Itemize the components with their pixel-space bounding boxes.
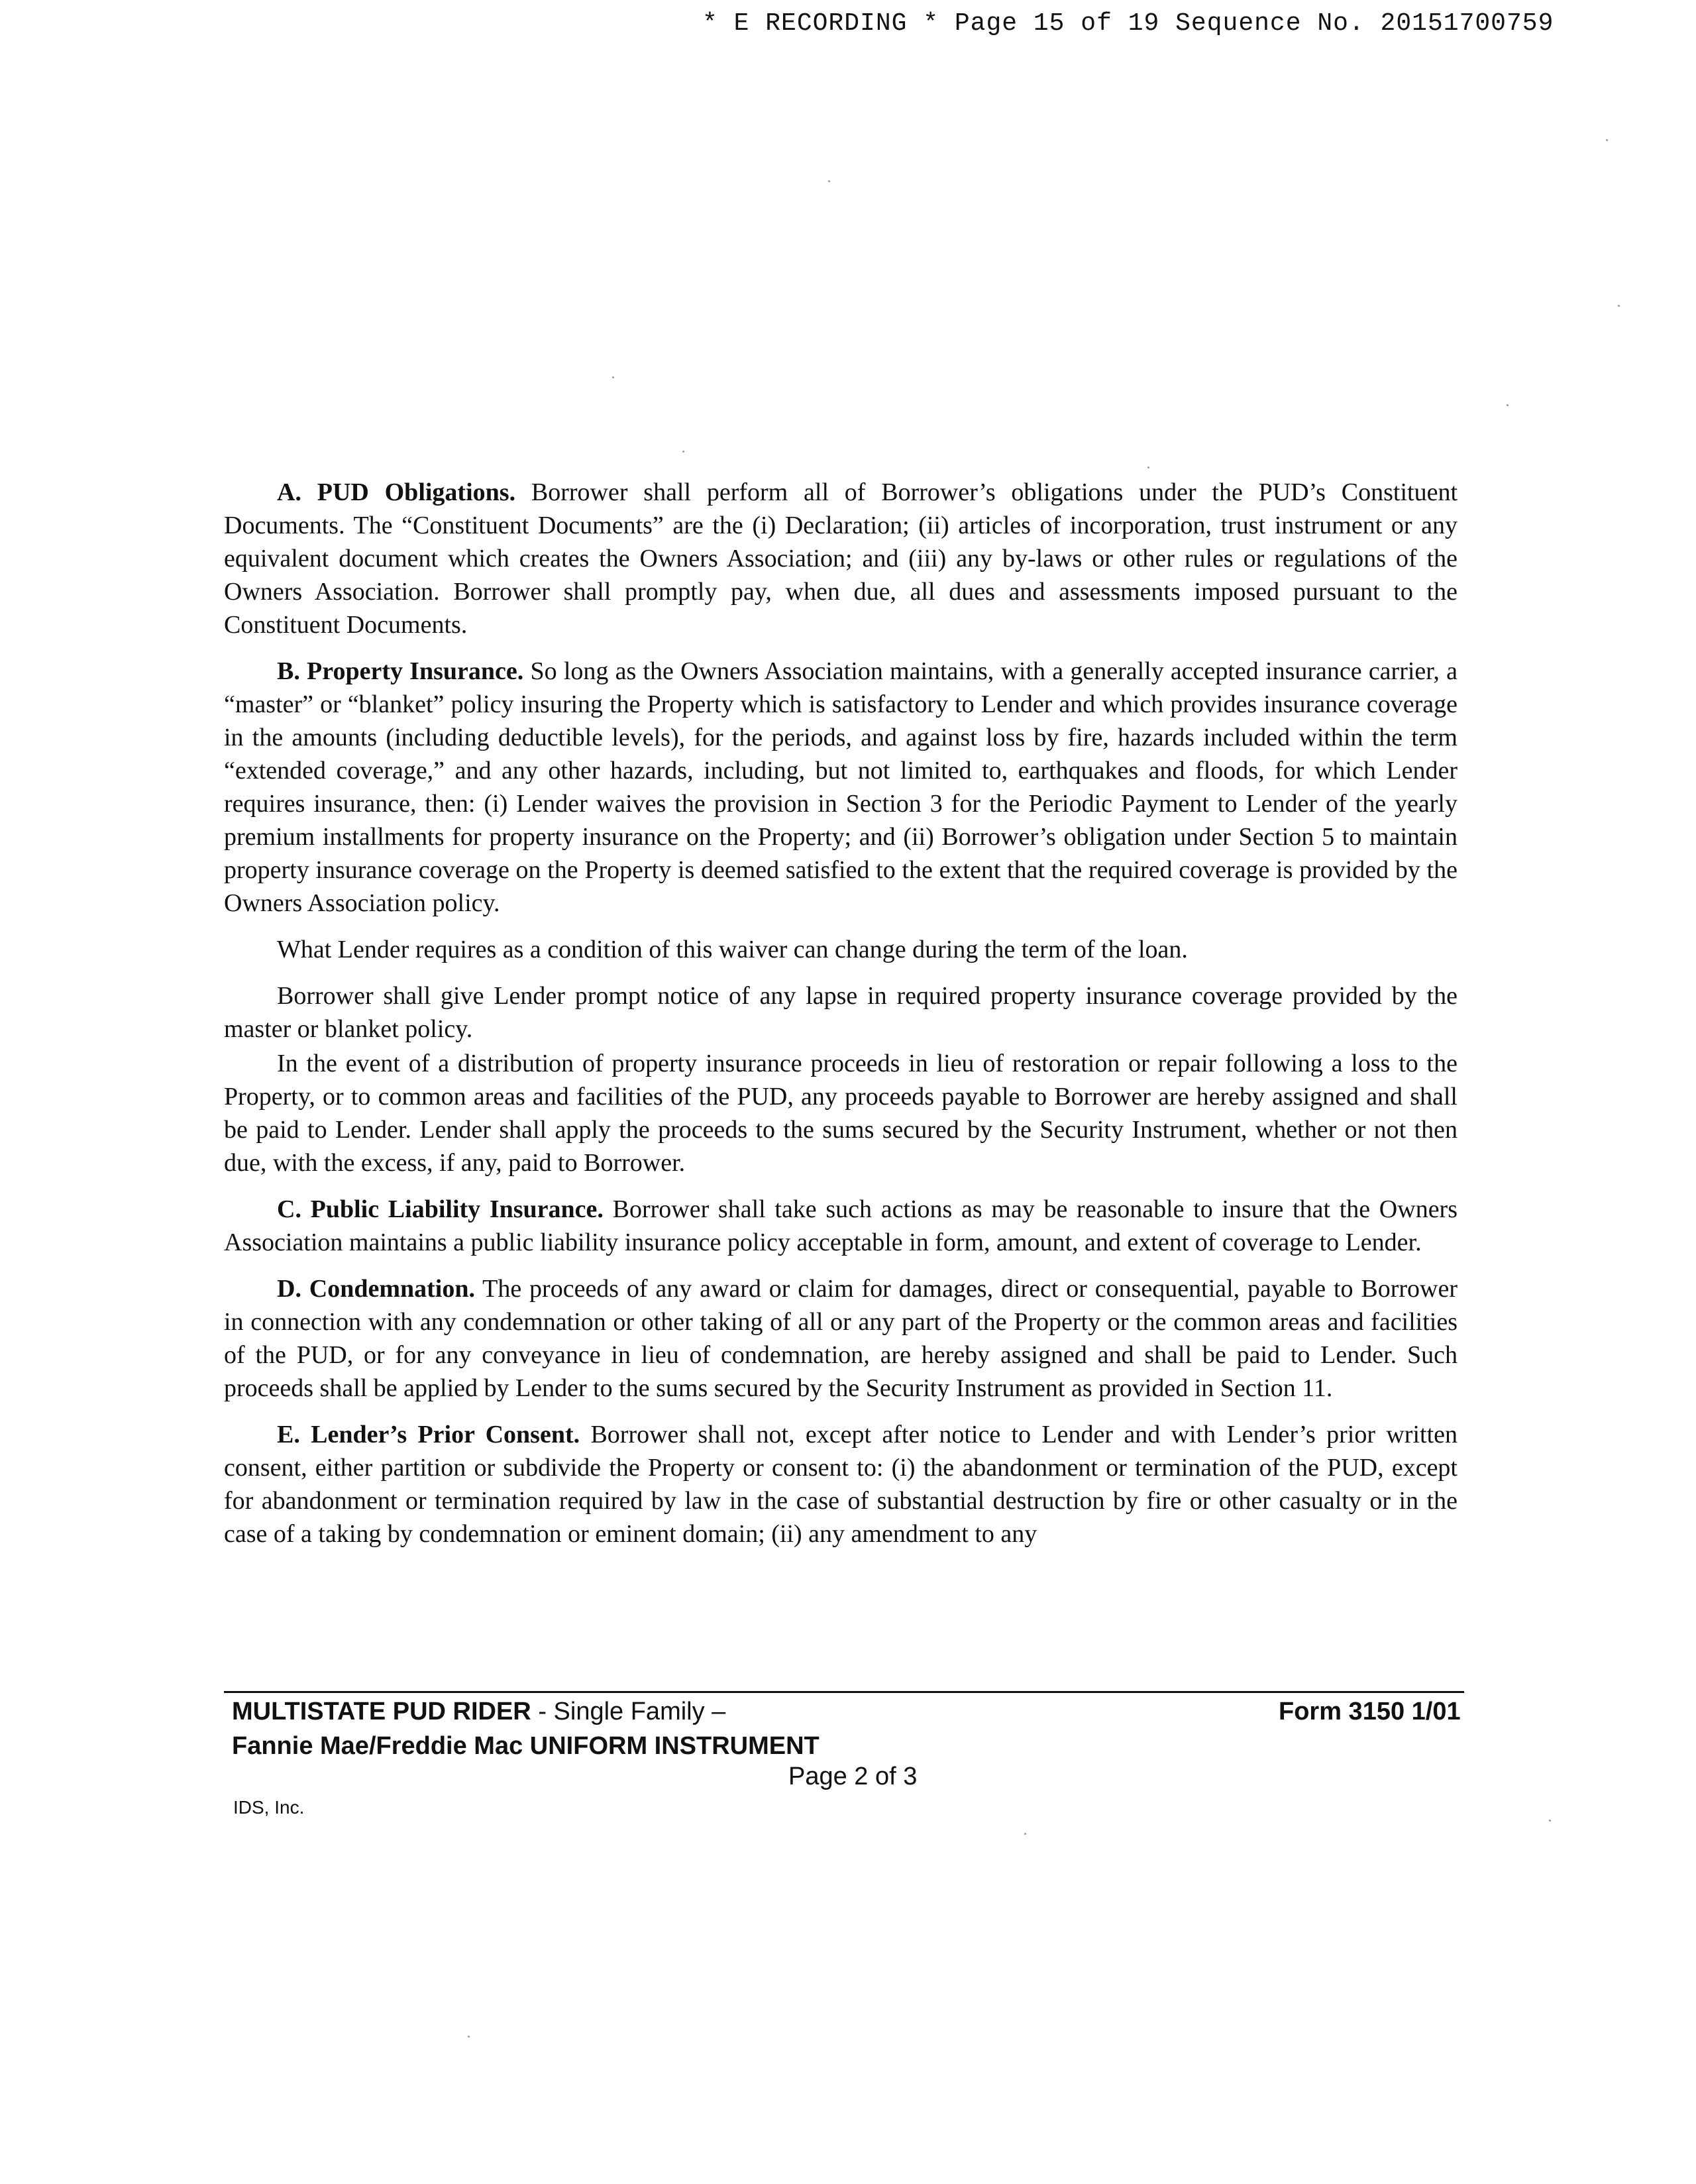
scan-speck [828, 180, 830, 182]
scan-speck [1606, 139, 1608, 141]
scan-speck [1549, 1820, 1551, 1822]
section-a-text: Borrower shall perform all of Borrower’s obligations under the PUD’s Constituent Documents. The “Constituent Documents” are the (i) Declaration; (ii) articles of incorporation, trust instrument or any equivalent document which creates the Owners Association; and (iii) any by-laws or other rules or regulations of the Owners Association. Borrower shall promptly pay, when due, all dues and assessments imposed pursuant to the Constituent Documents. [224, 478, 1458, 639]
section-b [224, 655, 1458, 920]
rider-body [224, 476, 1458, 1564]
scan-speck [468, 2036, 470, 2038]
waiver-paragraph: What Lender requires as a condition of this waiver can change during the term of the loan. [277, 936, 1188, 963]
footer-title-rest: - Single Family – [531, 1698, 726, 1725]
section-b-text: So long as the Owners Association maintains, with a generally accepted insurance carrier, a “master” or “blanket” policy insuring the Property which is satisfactory to Lender and which provides insurance coverage in the amounts (including deductible levels), for the periods, and against loss by fire, hazards included within the term “extended coverage,” and any other hazards, including, but not limited to, earthquakes and floods, for which Lender requires insurance, then: (i) Lender waives the provision in Section 3 for the Periodic Payment to Lender of the yearly premium installments for property insurance on the Property; and (ii) Borrower’s obligation under Section 5 to maintain property insurance coverage on the Property is deemed satisfied to the extent that the required coverage is provided by the Owners Association policy. [224, 657, 1458, 917]
scan-speck [1507, 404, 1509, 406]
section-e-heading: E. Lender’s Prior Consent. [277, 1421, 580, 1448]
lapse-paragraph: Borrower shall give Lender prompt notice of any lapse in required property insurance coverage provided by the master or blanket policy. [224, 982, 1458, 1043]
footer-title-bold: MULTISTATE PUD RIDER [232, 1698, 531, 1725]
scan-speck [682, 451, 684, 453]
recording-header: * E RECORDING * Page 15 of 19 Sequence No. 20151700759 [702, 9, 1554, 38]
section-e-text: Borrower shall not, except after notice to Lender and with Lender’s prior written consent, either partition or subdivide the Property or consent to: (i) the abandonment or termination of the PUD, except for abandonment or termination required by law in the case of substantial destruction by fire or other casualty or in the case of a taking by condemnation or eminent domain; (ii) any amendment to any [224, 1421, 1458, 1548]
footer-page-number: Page 2 of 3 [788, 1763, 918, 1790]
section-a-heading: A. PUD Obligations. [277, 478, 516, 506]
scan-speck [612, 376, 614, 378]
footer-vendor: IDS, Inc. [233, 1797, 305, 1818]
footer-instrument: Fannie Mae/Freddie Mac UNIFORM INSTRUMENT [232, 1732, 820, 1760]
section-a [224, 476, 1458, 641]
section-c-heading: C. Public Liability Insurance. [277, 1195, 604, 1223]
footer-title [232, 1698, 725, 1726]
section-b-heading: B. Property Insurance. [277, 657, 524, 685]
footer-form-number: Form 3150 1/01 [1279, 1698, 1461, 1725]
scan-speck [1147, 466, 1149, 468]
section-e [224, 1418, 1458, 1551]
section-d-text: The proceeds of any award or claim for damages, direct or consequential, payable to Borrower in connection with any condemnation or other taking of all or any part of the Property or the common areas and facilities of the PUD, or for any conveyance in lieu of condemnation, are hereby assigned and shall be paid to Lender. Such proceeds shall be applied by Lender to the sums secured by the Security Instrument as provided in Section 11. [224, 1275, 1458, 1402]
section-c-text: Borrower shall take such actions as may be reasonable to insure that the Owners Association maintains a public liability insurance policy acceptable in form, amount, and extent of coverage to Lender. [224, 1195, 1458, 1256]
section-c [224, 1193, 1458, 1259]
section-d-heading: D. Condemnation. [277, 1275, 475, 1303]
scan-speck [1618, 305, 1620, 307]
footer-divider [224, 1691, 1464, 1693]
distribution-paragraph: In the event of a distribution of property insurance proceeds in lieu of restoration or repair following a loss to the Property, or to common areas and facilities of the PUD, any proceeds payable to Borrower are hereby assigned and shall be paid to Lender. Lender shall apply the proceeds to the sums secured by the Security Instrument, whether or not then due, with the excess, if any, paid to Borrower. [224, 1050, 1458, 1177]
section-d [224, 1272, 1458, 1405]
scan-speck [1024, 1833, 1026, 1835]
